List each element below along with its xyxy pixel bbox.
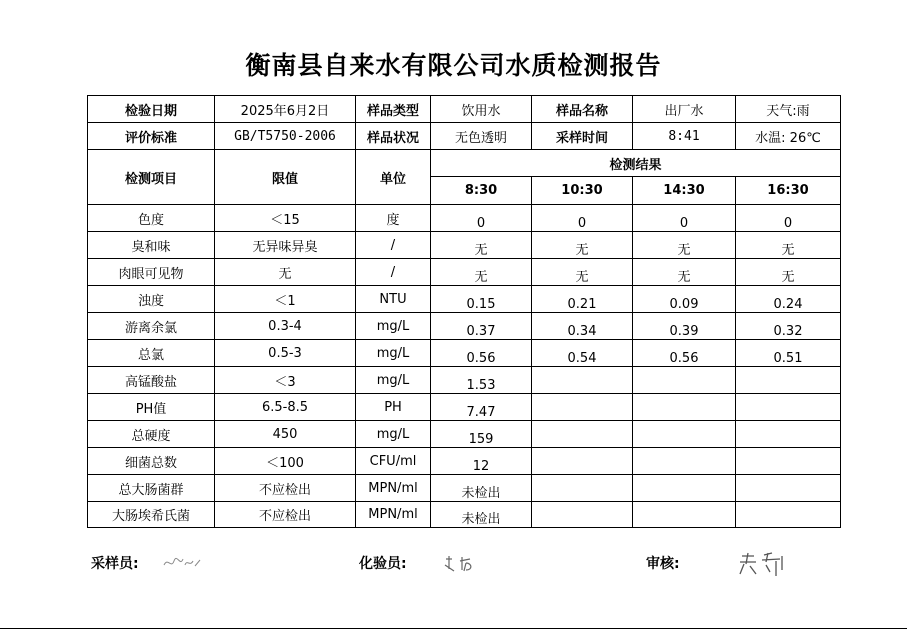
result-cell (532, 475, 633, 502)
item-cell: 细菌总数 (88, 448, 215, 475)
result-cell: 0.32 (736, 313, 841, 340)
result-cell (633, 502, 736, 528)
sample-type-value: 饮用水 (431, 96, 532, 123)
result-cell: 0.21 (532, 286, 633, 313)
table-row (88, 394, 841, 421)
result-cell: 无 (532, 259, 633, 286)
item-cell: 总硬度 (88, 421, 215, 448)
time-header: 16:30 (736, 177, 841, 205)
sample-name-value: 出厂水 (633, 96, 736, 123)
unit-cell: / (356, 232, 431, 259)
unit-cell: PH (356, 394, 431, 421)
result-cell (633, 475, 736, 502)
weather: 天气:雨 (736, 96, 841, 123)
unit-header: 单位 (356, 150, 431, 205)
water-temperature: 水温: 26℃ (736, 123, 841, 150)
table-row (88, 421, 841, 448)
result-cell: 0.34 (532, 313, 633, 340)
limit-cell: ＜100 (215, 448, 356, 475)
limit-cell: 0.5-3 (215, 340, 356, 367)
sample-state-value: 无色透明 (431, 123, 532, 150)
table-row (88, 475, 841, 502)
unit-cell: NTU (356, 286, 431, 313)
sample-state-label: 样品状况 (356, 123, 431, 150)
limit-cell: 无 (215, 259, 356, 286)
limit-header: 限值 (215, 150, 356, 205)
result-cell (736, 475, 841, 502)
reviewer-signature (736, 550, 788, 578)
date-value: 2025年6月2日 (215, 96, 356, 123)
standard-label: 评价标准 (88, 123, 215, 150)
result-cell: 159 (431, 421, 532, 448)
info-row-2 (88, 123, 841, 150)
result-cell: 无 (633, 232, 736, 259)
result-cell: 0 (633, 205, 736, 232)
item-cell: 游离余氯 (88, 313, 215, 340)
result-cell: 0.56 (431, 340, 532, 367)
result-cell: 0.51 (736, 340, 841, 367)
result-cell (736, 394, 841, 421)
result-cell (736, 367, 841, 394)
limit-cell: ＜1 (215, 286, 356, 313)
time-header: 14:30 (633, 177, 736, 205)
result-cell: 0.39 (633, 313, 736, 340)
result-cell: 未检出 (431, 502, 532, 528)
limit-cell: 不应检出 (215, 502, 356, 528)
tester-label: 化验员: (359, 556, 407, 572)
result-cell (736, 421, 841, 448)
result-cell: 无 (736, 259, 841, 286)
item-header: 检测项目 (88, 150, 215, 205)
limit-cell: ＜15 (215, 205, 356, 232)
unit-cell: CFU/ml (356, 448, 431, 475)
result-cell: 无 (431, 259, 532, 286)
item-cell: 色度 (88, 205, 215, 232)
unit-cell: mg/L (356, 313, 431, 340)
limit-cell: 不应检出 (215, 475, 356, 502)
result-cell: 0.37 (431, 313, 532, 340)
result-cell: 0.15 (431, 286, 532, 313)
result-cell: 0.24 (736, 286, 841, 313)
bottom-rule (0, 628, 907, 629)
table-row (88, 448, 841, 475)
table-row (88, 205, 841, 232)
info-row-1 (88, 96, 841, 123)
result-cell (736, 502, 841, 528)
results-body (88, 205, 841, 528)
table-row (88, 367, 841, 394)
unit-cell: 度 (356, 205, 431, 232)
result-cell (736, 448, 841, 475)
table-row (88, 232, 841, 259)
item-cell: PH值 (88, 394, 215, 421)
result-cell (532, 502, 633, 528)
table-row (88, 259, 841, 286)
result-cell: 0.56 (633, 340, 736, 367)
table-row (88, 313, 841, 340)
result-cell: 0 (532, 205, 633, 232)
result-cell: 7.47 (431, 394, 532, 421)
unit-cell: mg/L (356, 340, 431, 367)
result-cell: 0 (736, 205, 841, 232)
tester-signature (442, 553, 482, 575)
result-cell: 12 (431, 448, 532, 475)
unit-cell: mg/L (356, 421, 431, 448)
item-cell: 总氯 (88, 340, 215, 367)
unit-cell: MPN/ml (356, 475, 431, 502)
result-cell: 无 (633, 259, 736, 286)
table-row (88, 286, 841, 313)
result-cell (532, 421, 633, 448)
sampling-time-label: 采样时间 (532, 123, 633, 150)
date-label: 检验日期 (88, 96, 215, 123)
sampler-signature (162, 553, 202, 573)
unit-cell: MPN/ml (356, 502, 431, 528)
results-header: 检测结果 (431, 150, 841, 177)
sampler-label: 采样员: (91, 556, 139, 572)
standard-value: GB/T5750-2006 (215, 123, 356, 150)
result-cell: 无 (736, 232, 841, 259)
item-cell: 大肠埃希氏菌 (88, 502, 215, 528)
item-cell: 高锰酸盐 (88, 367, 215, 394)
item-cell: 肉眼可见物 (88, 259, 215, 286)
reviewer-label: 审核: (646, 556, 680, 572)
item-cell: 浊度 (88, 286, 215, 313)
result-cell (633, 421, 736, 448)
report-title: 衡南县自来水有限公司水质检测报告 (245, 51, 662, 80)
limit-cell: 450 (215, 421, 356, 448)
result-cell: 0.54 (532, 340, 633, 367)
time-header: 8:30 (431, 177, 532, 205)
item-cell: 总大肠菌群 (88, 475, 215, 502)
result-cell: 无 (532, 232, 633, 259)
result-cell (532, 394, 633, 421)
unit-cell: mg/L (356, 367, 431, 394)
result-cell (532, 448, 633, 475)
result-cell (633, 394, 736, 421)
table-row (88, 502, 841, 528)
sample-type-label: 样品类型 (356, 96, 431, 123)
result-cell (633, 448, 736, 475)
result-cell: 0.09 (633, 286, 736, 313)
header-row-1 (88, 150, 841, 177)
result-cell: 无 (431, 232, 532, 259)
result-cell (532, 367, 633, 394)
limit-cell: 0.3-4 (215, 313, 356, 340)
sampling-time-value: 8:41 (633, 123, 736, 150)
result-cell: 1.53 (431, 367, 532, 394)
time-header: 10:30 (532, 177, 633, 205)
report-table (87, 95, 841, 528)
unit-cell: / (356, 259, 431, 286)
limit-cell: 无异味异臭 (215, 232, 356, 259)
result-cell (633, 367, 736, 394)
limit-cell: ＜3 (215, 367, 356, 394)
table-row (88, 340, 841, 367)
sample-name-label: 样品名称 (532, 96, 633, 123)
result-cell: 0 (431, 205, 532, 232)
result-cell: 未检出 (431, 475, 532, 502)
limit-cell: 6.5-8.5 (215, 394, 356, 421)
item-cell: 臭和味 (88, 232, 215, 259)
